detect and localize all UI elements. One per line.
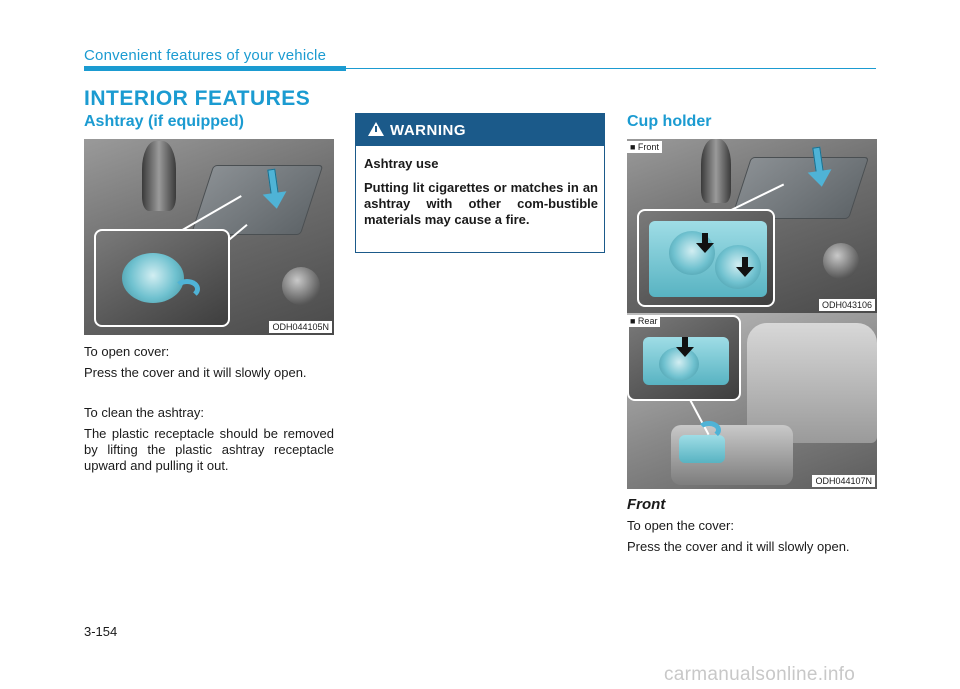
header-rule-thick: [84, 66, 346, 71]
rear-cup-inset: [627, 315, 741, 401]
warning-box: [355, 113, 605, 253]
dark-down-arrow-2: [739, 257, 751, 277]
front-tag: ■ Front: [627, 141, 662, 153]
rear-image-code: ODH044107N: [812, 475, 875, 487]
warning-text: Putting lit cigarettes or matches in an ashtray with other com-bustible materials may cause a fire.: [364, 180, 598, 227]
ashtray-open-text: Press the cover and it will slowly open.: [84, 365, 307, 380]
ashtray-clean-label: To clean the ashtray:: [84, 405, 204, 420]
armrest-cup-tray: [679, 435, 725, 463]
ashtray-photo: [84, 139, 334, 335]
ashtray-heading: Ashtray (if equipped): [84, 113, 245, 130]
chapter-title: Convenient features of your vehicle: [84, 47, 327, 64]
rear-tag: ■ Rear: [627, 315, 660, 327]
ashtray-clean-text: The plastic receptacle should be removed by lifting the plastic ashtray receptacle upward and pulling it out.: [84, 426, 334, 473]
blue-curved-arrow: [174, 279, 200, 299]
ashtray-image-code: ODH044105N: [269, 321, 332, 333]
cup-open-text: Press the cover and it will slowly open.: [627, 539, 850, 554]
front-cup-inset: [637, 209, 775, 307]
ashtray-lid: [191, 165, 324, 235]
header-rule-thin: [346, 68, 876, 69]
ashtray-receptacle: [122, 253, 184, 303]
front-subheading: Front: [627, 496, 666, 513]
warning-header: [356, 114, 604, 146]
warning-subtitle: Ashtray use: [364, 156, 439, 171]
gear-shifter: [701, 139, 731, 203]
dark-down-arrow: [679, 337, 691, 357]
ashtray-open-label: To open cover:: [84, 344, 170, 359]
warning-title: WARNING: [390, 122, 466, 139]
ashtray-inset: [94, 229, 230, 327]
rear-cup-photo: [627, 313, 877, 489]
cup-holder-heading: Cup holder: [627, 113, 712, 130]
dark-down-arrow-1: [699, 233, 711, 253]
gear-shifter: [142, 141, 176, 211]
control-knob: [823, 243, 859, 279]
front-cup-photo: [627, 139, 877, 313]
section-title: INTERIOR FEATURES: [84, 87, 311, 110]
watermark: carmanualsonline.info: [664, 664, 856, 685]
cup-open-label: To open the cover:: [627, 518, 734, 533]
blue-down-arrow: [808, 146, 829, 188]
blue-curved-arrow: [697, 421, 721, 439]
control-knob: [282, 267, 320, 305]
page-number: 3-154: [84, 624, 118, 639]
front-image-code: ODH043106: [819, 299, 875, 311]
warning-exclamation-icon: [375, 126, 377, 132]
